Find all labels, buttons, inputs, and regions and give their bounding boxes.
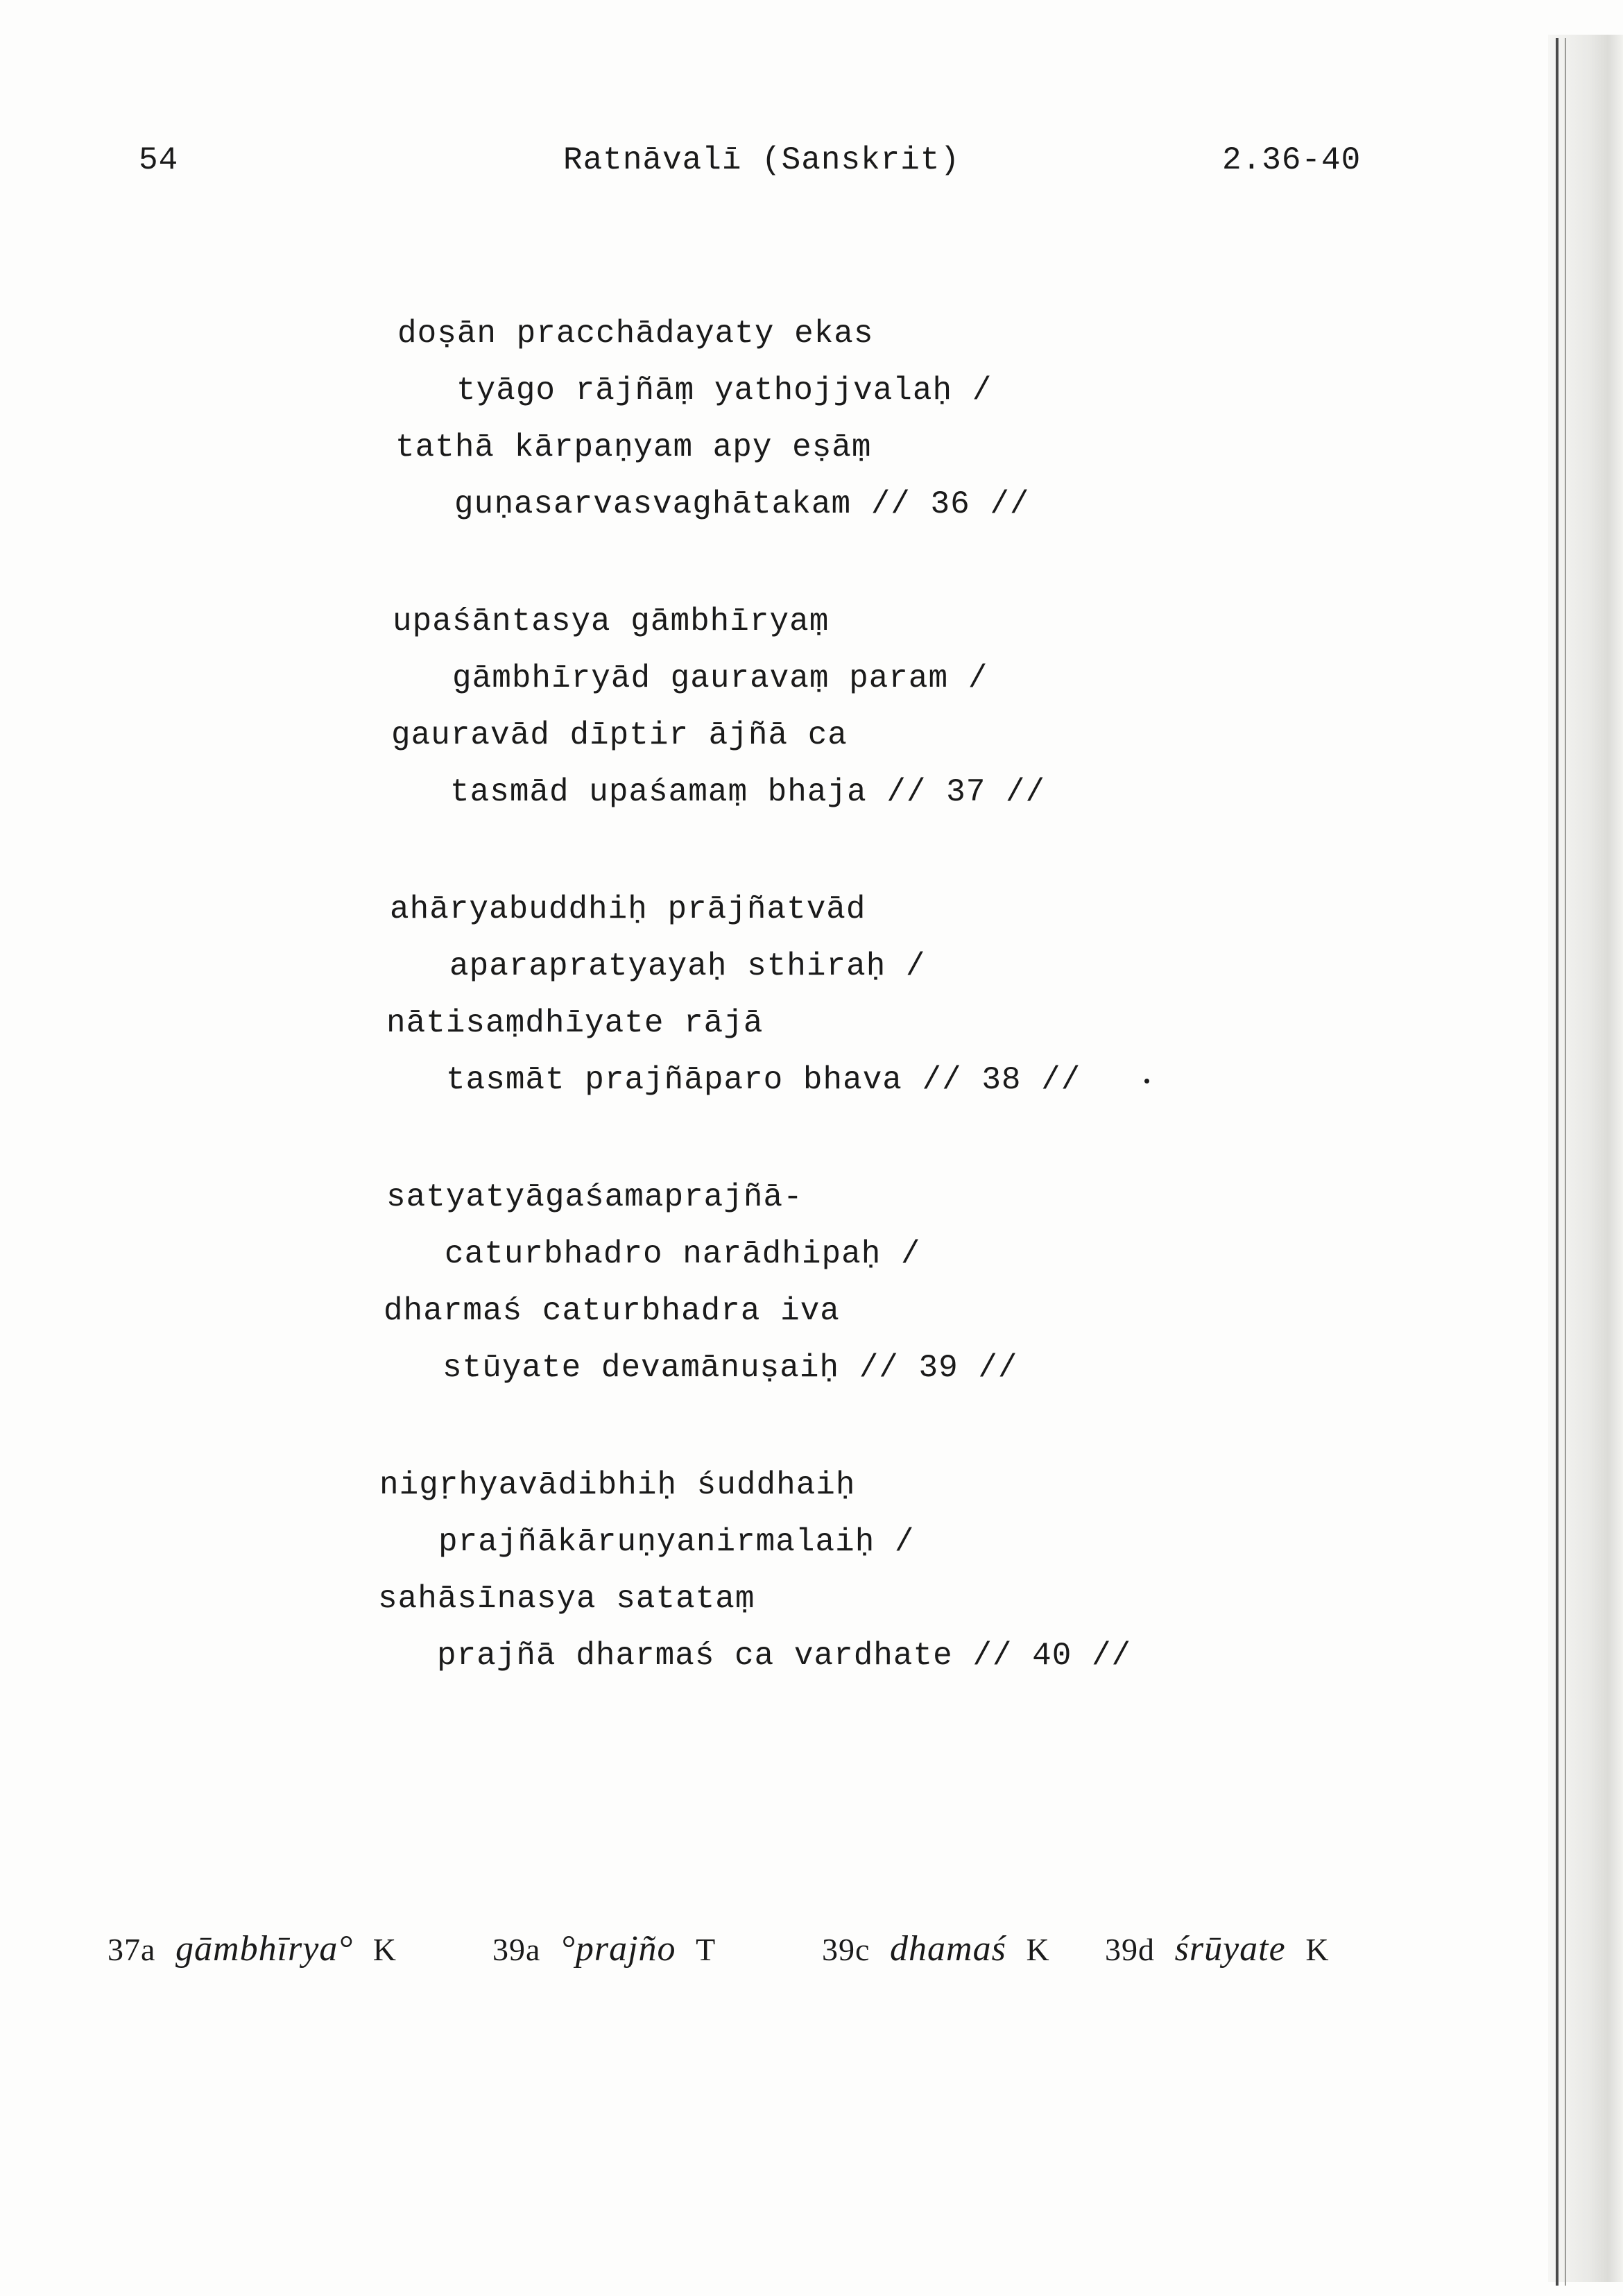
footnote-reading: gāmbhīrya° — [175, 1929, 354, 1969]
footnote — [108, 1928, 397, 1970]
verse-line: upaśāntasya gāmbhīryaṃ — [393, 603, 830, 640]
footnote-ref: 39d — [1105, 1932, 1155, 1967]
verse-line: tathā kārpaṇyam apy eṣāṃ — [395, 429, 872, 465]
scan-edge — [1548, 35, 1623, 2282]
scan-edge-line — [1556, 38, 1558, 2286]
footnote-siglum: K — [372, 1932, 397, 1967]
scan-edge-line-secondary — [1565, 38, 1566, 2286]
verse-line: satyatyāgaśamaprajñā- — [386, 1179, 803, 1215]
verse-line: nigṛhyavādibhiḥ śuddhaiḥ — [379, 1467, 856, 1503]
verse-line: doṣān pracchādayaty ekas — [397, 316, 874, 352]
verse-line: dharmaś caturbhadra iva — [384, 1293, 840, 1329]
verse-line: sahāsīnasya satataṃ — [378, 1581, 755, 1617]
verse-line: tyāgo rājñāṃ yathojjvalaḥ / — [456, 372, 993, 409]
verse-line: stūyate devamānuṣaiḥ // 39 // — [443, 1350, 1018, 1386]
footnote-reading: °prajño — [560, 1929, 676, 1969]
page-title: Ratnāvalī (Sanskrit) — [563, 142, 961, 178]
verse-line: nātisaṃdhīyate rājā — [386, 1005, 764, 1041]
footnote-ref: 39c — [822, 1932, 870, 1967]
page-number: 54 — [139, 142, 179, 178]
footnote-reading: dhamaś — [890, 1929, 1006, 1969]
footnote-siglum: K — [1305, 1932, 1330, 1967]
footnote-reading: śrūyate — [1174, 1929, 1286, 1969]
footnote — [1105, 1928, 1330, 1970]
footnote — [492, 1928, 716, 1970]
footnote-siglum: K — [1026, 1932, 1050, 1967]
verse-line: ahāryabuddhiḥ prājñatvād — [390, 891, 866, 927]
verse-line: aparapratyayaḥ sthiraḥ / — [449, 948, 926, 984]
verse-line: prajñā dharmaś ca vardhate // 40 // — [437, 1638, 1132, 1674]
footnote — [822, 1928, 1050, 1970]
verse-line: prajñākāruṇyanirmalaiḥ / — [438, 1524, 915, 1560]
verse-line: gauravād dīptir ājñā ca — [391, 717, 848, 753]
stray-mark — [1144, 1079, 1149, 1083]
footnote-ref: 39a — [492, 1932, 541, 1967]
footnote-siglum: T — [696, 1932, 716, 1967]
verse-line: gāmbhīryād gauravaṃ param / — [452, 660, 988, 696]
verse-line: caturbhadro narādhipaḥ / — [445, 1236, 921, 1272]
verse-range: 2.36-40 — [1222, 142, 1362, 178]
verse-line: tasmād upaśamaṃ bhaja // 37 // — [450, 774, 1046, 810]
verse-line: tasmāt prajñāparo bhava // 38 // — [446, 1062, 1081, 1098]
footnote-ref: 37a — [108, 1932, 156, 1967]
verse-line: guṇasarvasvaghātakam // 36 // — [454, 486, 1030, 522]
